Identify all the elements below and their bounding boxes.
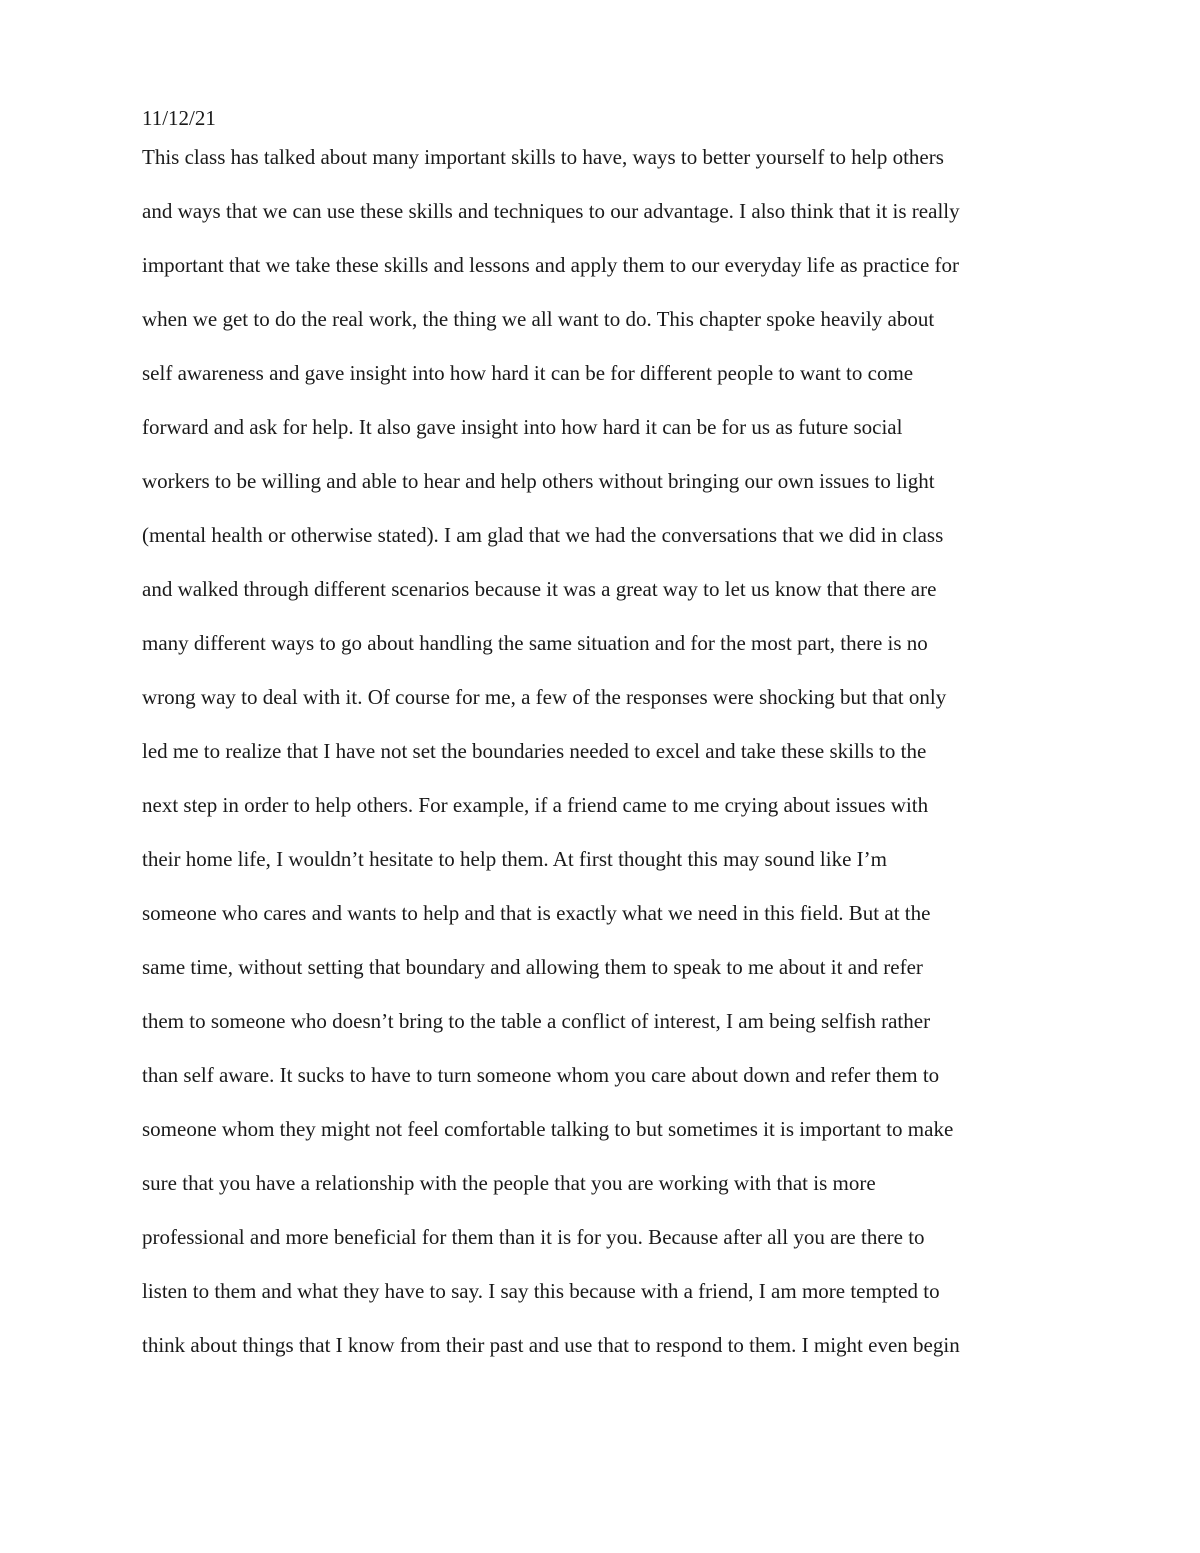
body-line: someone who cares and wants to help and that is exactly what we need in this field. But at the [142,901,931,925]
document-body [142,142,1072,1384]
body-line: someone whom they might not feel comfortable talking to but sometimes it is important to make [142,1117,954,1141]
body-line: self awareness and gave insight into how hard it can be for different people to want to come [142,361,914,385]
body-line: them to someone who doesn’t bring to the table a conflict of interest, I am being selfish rather [142,1009,931,1033]
body-line: This class has talked about many important skills to have, ways to better yourself to help others [142,145,944,169]
body-line: next step in order to help others. For example, if a friend came to me crying about issues with [142,793,929,817]
body-line: professional and more beneficial for them than it is for you. Because after all you are there to [142,1225,925,1249]
body-line: when we get to do the real work, the thing we all want to do. This chapter spoke heavily about [142,307,935,331]
body-line: many different ways to go about handling the same situation and for the most part, there is no [142,631,928,655]
body-line: important that we take these skills and lessons and apply them to our everyday life as practice for [142,253,960,277]
body-line: sure that you have a relationship with the people that you are working with that is more [142,1171,876,1195]
body-line: and ways that we can use these skills and techniques to our advantage. I also think that it is really [142,199,960,223]
body-line: forward and ask for help. It also gave insight into how hard it can be for us as future social [142,415,903,439]
document-date: 11/12/21 [142,106,216,130]
body-line: than self aware. It sucks to have to turn someone whom you care about down and refer them to [142,1063,940,1087]
body-line: and walked through different scenarios because it was a great way to let us know that there are [142,577,937,601]
body-line: led me to realize that I have not set the boundaries needed to excel and take these skills to the [142,739,927,763]
body-line: their home life, I wouldn’t hesitate to help them. At first thought this may sound like I’m [142,847,887,871]
body-line: same time, without setting that boundary and allowing them to speak to me about it and refer [142,955,923,979]
body-line: (mental health or otherwise stated). I am glad that we had the conversations that we did in class [142,523,944,547]
body-line: think about things that I know from their past and use that to respond to them. I might even begin [142,1333,960,1357]
body-line: workers to be willing and able to hear and help others without bringing our own issues to light [142,469,935,493]
body-line: listen to them and what they have to say. I say this because with a friend, I am more tempted to [142,1279,940,1303]
body-line: wrong way to deal with it. Of course for me, a few of the responses were shocking but that only [142,685,947,709]
